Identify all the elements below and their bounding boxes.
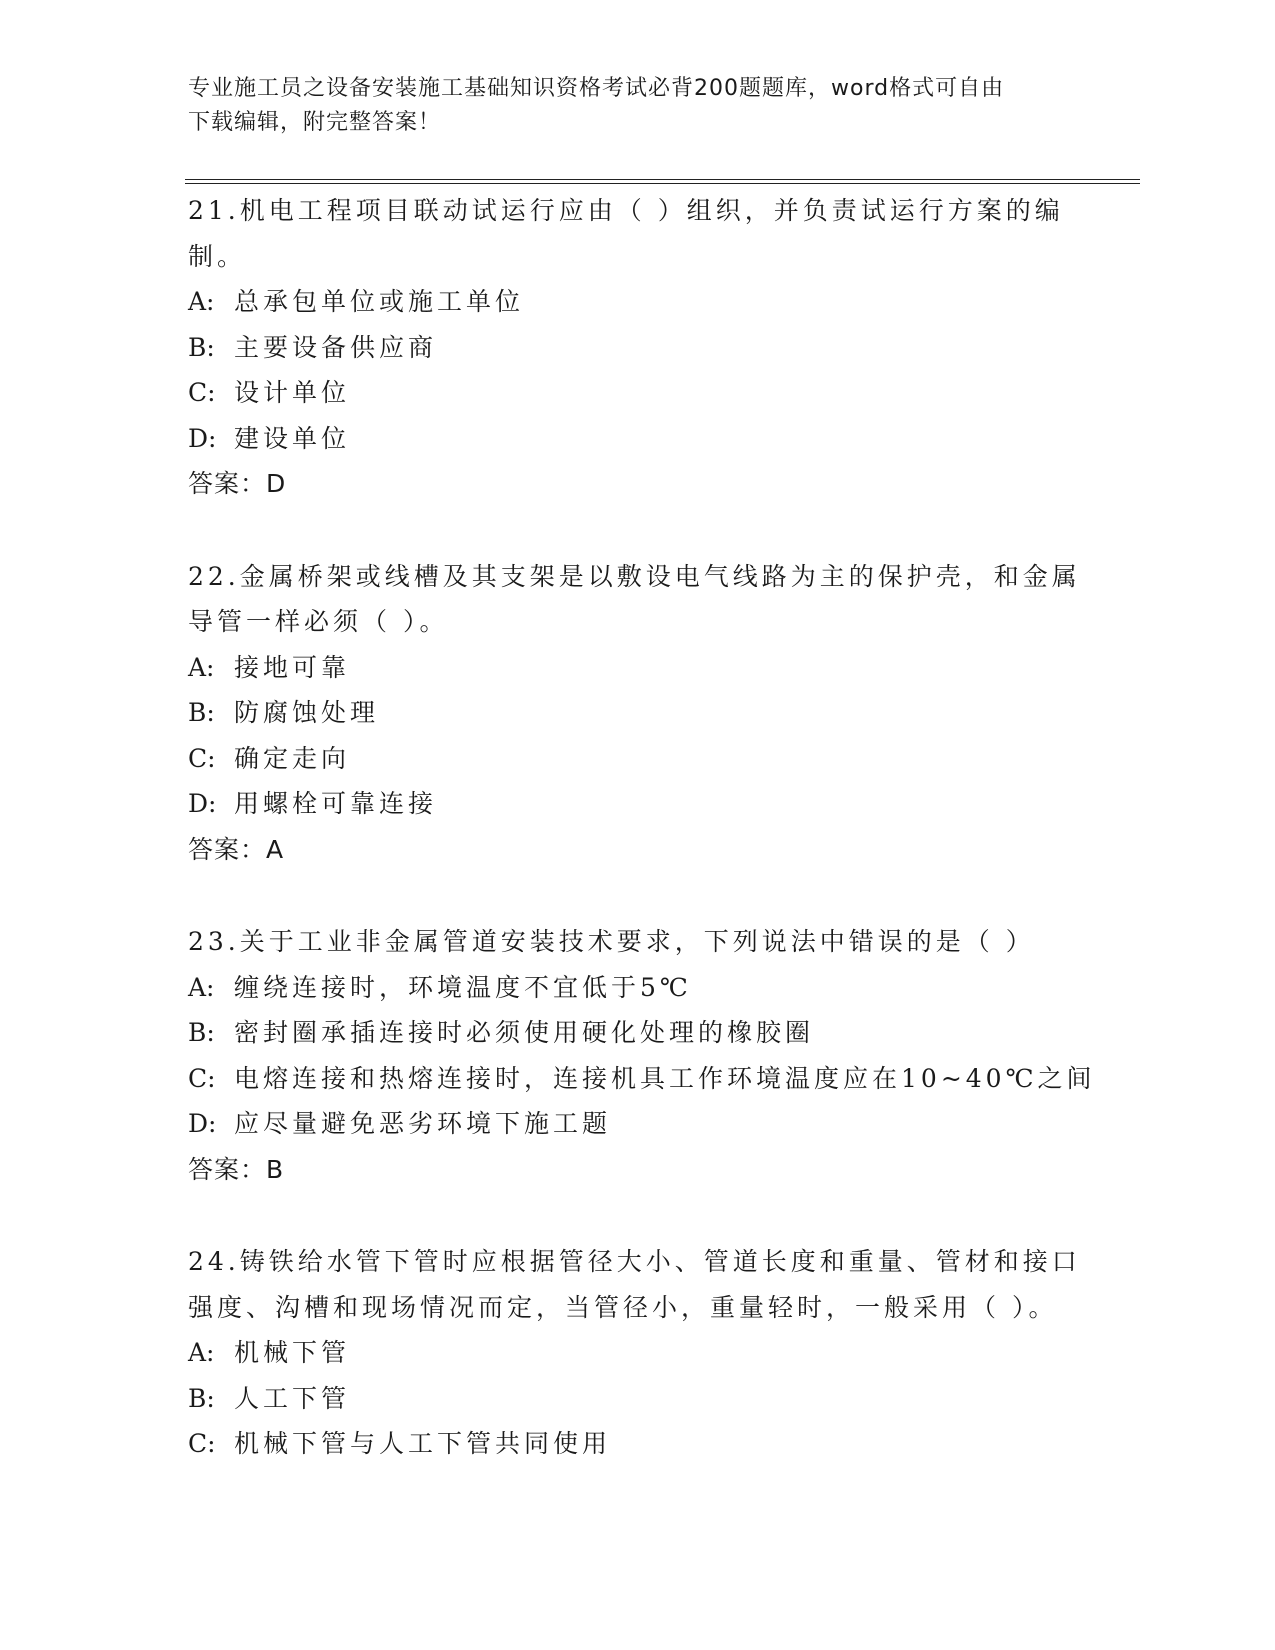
option-b: B: 防腐蚀处理 (188, 698, 380, 727)
option-b: B: 人工下管 (188, 1383, 351, 1413)
document-header (188, 72, 1088, 140)
option-b: B: 主要设备供应商 (188, 332, 438, 362)
question-22 (188, 554, 1088, 873)
question-23 (188, 919, 1096, 1192)
option-a: A: 机械下管 (188, 1338, 351, 1367)
answer-line: 答案：D (188, 469, 287, 498)
option-d: D: 建设单位 (188, 423, 351, 453)
option-a: A: 接地可靠 (188, 652, 351, 682)
header-divider-top (185, 179, 1140, 180)
header-line-1: 专业施工员之设备安装施工基础知识资格考试必背200题题库，word格式可自由 (188, 76, 1005, 101)
option-c: C: 确定走向 (188, 743, 351, 773)
answer-line: 答案：B (188, 1154, 285, 1184)
option-a: A: 缠绕连接时，环境温度不宜低于5℃ (188, 972, 692, 1002)
option-a: A: 总承包单位或施工单位 (188, 287, 525, 316)
question-stem: 24.铸铁给水管下管时应根据管径大小、管道长度和重量、管材和接口 强度、沟槽和现场情况而定，当管径小，重量轻时，一般采用（ ）。 (188, 1247, 1081, 1322)
question-24 (188, 1239, 1088, 1467)
option-d: D: 应尽量避免恶劣环境下施工题 (188, 1109, 612, 1138)
question-stem: 23.关于工业非金属管道安装技术要求，下列说法中错误的是（ ） (188, 927, 1035, 956)
option-c: C: 机械下管与人工下管共同使用 (188, 1429, 612, 1458)
option-b: B: 密封圈承插连接时必须使用硬化处理的橡胶圈 (188, 1018, 815, 1047)
option-c: C: 设计单位 (188, 378, 351, 407)
question-stem: 21.机电工程项目联动试运行应由（ ）组织，并负责试运行方案的编 制。 (188, 196, 1064, 271)
option-c: C: 电熔连接和热熔连接时，连接机具工作环境温度应在10~40℃之间 (188, 1063, 1096, 1093)
question-list (188, 188, 1096, 1514)
question-21 (188, 188, 1088, 507)
question-stem: 22.金属桥架或线槽及其支架是以敷设电气线路为主的保护壳，和金属 导管一样必须（ ）。 (188, 561, 1081, 636)
header-line-2: 下载编辑，附完整答案！ (188, 110, 442, 135)
option-d: D: 用螺栓可靠连接 (188, 789, 438, 818)
answer-line: 答案：A (188, 834, 285, 864)
header-divider-bottom (185, 183, 1140, 184)
